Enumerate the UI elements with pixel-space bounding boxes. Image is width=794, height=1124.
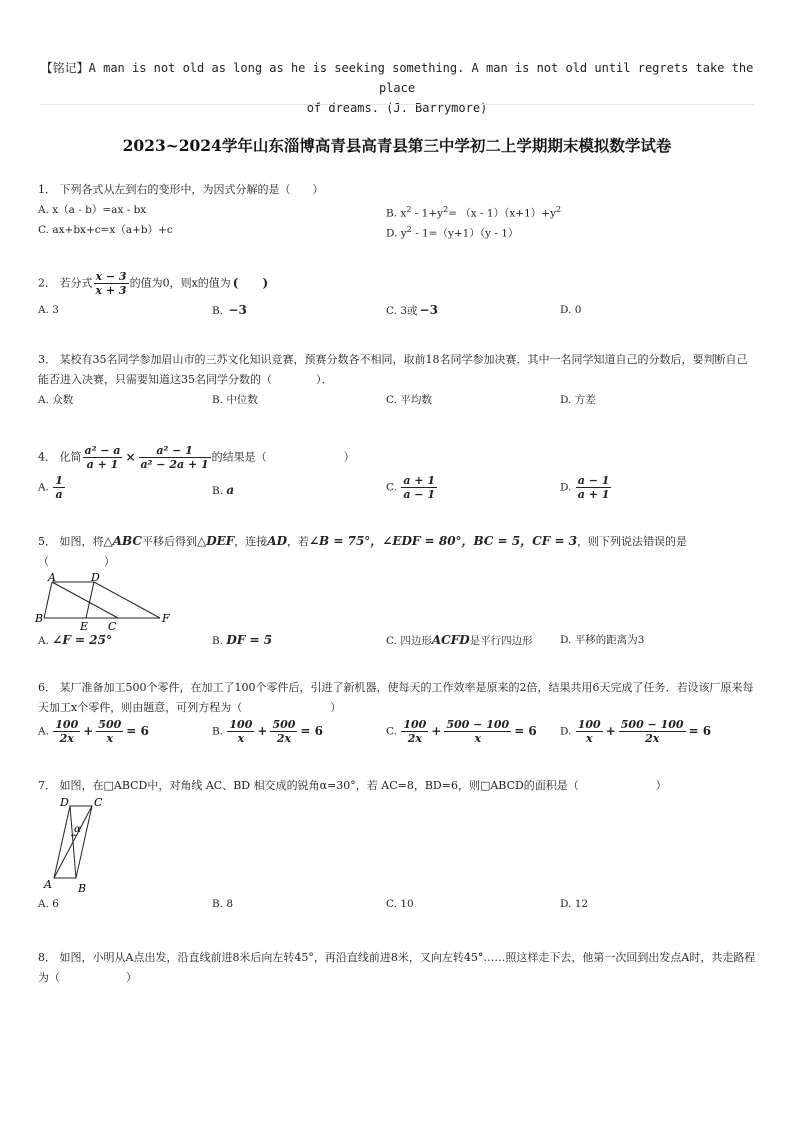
question-8 [38, 948, 758, 988]
question-8-stem: 8． 如图，小明从A点出发，沿直线前进8米后向左转45°，再沿直线前进8米，又向左转45°……照这样走下去，他第一次回到出发点A时，共走路程为（ ） [38, 951, 756, 984]
question-7-stem: 7． 如图，在□ABCD中，对角线 AC、BD 相交成的锐角α=30°，若 AC=8，BD=6，则□ABCD的面积是（ ） [38, 779, 667, 792]
question-7-option-b[interactable]: B. 8 [212, 898, 234, 910]
question-6-option-a[interactable]: A. $\frac{100}{2x}$ + $\frac{500}{x}$ = 6 [38, 718, 149, 745]
question-7-figure [40, 796, 120, 894]
question-1-option-d[interactable]: D. $y^2 - 1=(y+1)(y - 1)$ [386, 225, 519, 240]
question-6-stem: 6． 某厂准备加工500个零件，在加工了100个零件后，引进了新机器，使每天的工作效率是原来的2倍，结果共用6天完成了任务．若设该厂原来每天加工x个零件，则由题意，可列方程为（ ） [38, 681, 754, 714]
label-c: C [108, 620, 117, 630]
question-2-option-a[interactable]: A. 3 [38, 304, 59, 316]
question-5 [35, 531, 758, 650]
motto-line-2: of dreams. (J. Barrymore) [306, 101, 488, 115]
question-4-fraction-1: $\frac{\text{a² − a}}{a + 1}$ [84, 444, 121, 471]
question-7-option-c[interactable]: C. 10 [386, 898, 414, 910]
question-6-option-d[interactable]: D. $\frac{100}{x}$ + $\frac{500 - 100}{2x}$ = 6 [560, 718, 712, 745]
segment-df [94, 582, 160, 618]
question-2-options [38, 300, 758, 320]
question-4-option-a[interactable]: A. $\frac{1}{a}$ [38, 474, 63, 501]
label-c: C [94, 796, 103, 809]
question-1 [38, 180, 758, 240]
label-a: A [44, 878, 52, 891]
question-3-option-a[interactable]: A. 众数 [38, 394, 74, 406]
label-b: B [78, 882, 87, 894]
question-2-option-c[interactable]: C. 3或 −3 [386, 303, 438, 317]
question-7-options [38, 894, 758, 914]
segment-de [86, 582, 94, 618]
question-4-stem: 4． 化简 $\frac{\text{a² − a}}{a + 1}$ × $\frac{\text{a² − 1}}{\text{a² − 2a + 1}}$ 的结果是（ ） [38, 444, 355, 471]
segment-ab [44, 582, 52, 618]
question-1-option-c[interactable]: C. ax+bx+c=x（a+b）+c [38, 224, 173, 236]
label-alpha: α [74, 824, 81, 835]
question-5-stem: 5． 如图，将△ABC平移后得到△DEF，连接AD，若∠B = 75°，∠EDF = 80°，BC = 5，CF = 3，则下列说法错误的是 [38, 534, 688, 548]
question-6-options [38, 718, 758, 750]
question-3-option-b[interactable]: B. 中位数 [212, 394, 258, 406]
question-3-option-d[interactable]: D. 方差 [560, 394, 596, 406]
diagonal-bd [70, 806, 76, 878]
question-7-option-d[interactable]: D. 12 [560, 898, 589, 910]
question-4 [38, 444, 758, 504]
question-2-option-b[interactable]: B. −3 [212, 303, 247, 317]
question-2-option-d[interactable]: D. 0 [560, 304, 582, 316]
question-6-option-c[interactable]: C. $\frac{100}{2x}$ + $\frac{500 - 100}{x}$ = 6 [386, 718, 537, 745]
question-6-option-b[interactable]: B. $\frac{100}{x}$ + $\frac{500}{2x}$ = 6 [212, 718, 323, 745]
question-7 [38, 776, 758, 914]
exam-title: 2023~2024学年山东淄博高青县高青县第三中学初二上学期期末模拟数学试卷 [122, 136, 672, 155]
question-1-option-b[interactable]: B. $x^2 - 1+y^2= (x - 1)(x+1)+y^2$ [386, 205, 562, 220]
question-4-fraction-2: $\frac{\text{a² − 1}}{\text{a² − 2a + 1}}$ [140, 444, 209, 471]
question-1-option-a[interactable]: A. x（a - b）=ax - bx [38, 204, 147, 216]
question-4-options [38, 474, 758, 504]
question-1-options-row-2 [38, 220, 758, 240]
angle-alpha-arc [71, 835, 76, 836]
question-5-option-c[interactable]: C. 四边形ACFD是平行四边形 [386, 633, 533, 647]
question-4-option-d[interactable]: D. $\frac{a - 1}{a + 1}$ [560, 474, 610, 501]
question-5-option-a[interactable]: A. ∠F = 25° [38, 633, 112, 647]
label-d: D [91, 572, 100, 584]
label-e: E [80, 620, 89, 630]
question-4-option-c[interactable]: C. $\frac{a + 1}{a - 1}$ [386, 474, 436, 501]
question-5-option-b[interactable]: B. DF = 5 [212, 633, 273, 647]
question-5-stem-line-2: （ ） [38, 555, 115, 568]
question-1-stem: 1． 下列各式从左到右的变形中，为因式分解的是（ ） [38, 183, 324, 196]
label-b: B [35, 612, 44, 625]
header-divider [40, 104, 754, 105]
question-1-options-row-1 [38, 200, 758, 220]
question-3 [38, 350, 758, 410]
question-3-stem: 3． 某校有35名同学参加眉山市的三苏文化知识竞赛，预赛分数各不相同，取前18名同学参加决赛．其中一名同学知道自己的分数后，要判断自己能否进入决赛，只需要知道这35名同学分数的（ ）． [38, 353, 748, 386]
motto-line-1: 【铭记】A man is not old as long as he is seeking something. A man is not old until regrets take the place [40, 61, 754, 95]
label-a: A [48, 572, 56, 584]
segment-ac [52, 582, 118, 618]
question-3-option-c[interactable]: C. 平均数 [386, 394, 432, 406]
question-2-stem: 2． 若分式 $\frac{x - 3}{x + 3}$ 的值为0，则x的值为 ( ) [38, 270, 269, 297]
question-5-figure [34, 572, 184, 630]
question-5-option-d[interactable]: D. 平移的距离为3 [560, 634, 645, 646]
motto [28, 58, 766, 118]
question-2 [38, 270, 758, 320]
question-2-fraction: $\frac{x - 3}{x + 3}$ [95, 270, 127, 297]
question-4-option-b[interactable]: B. a [212, 483, 235, 497]
question-5-options [38, 630, 758, 650]
label-d: D [60, 796, 69, 809]
question-3-options [38, 390, 758, 410]
question-7-option-a[interactable]: A. 6 [38, 898, 59, 910]
label-f: F [162, 612, 170, 625]
question-6 [38, 678, 758, 750]
